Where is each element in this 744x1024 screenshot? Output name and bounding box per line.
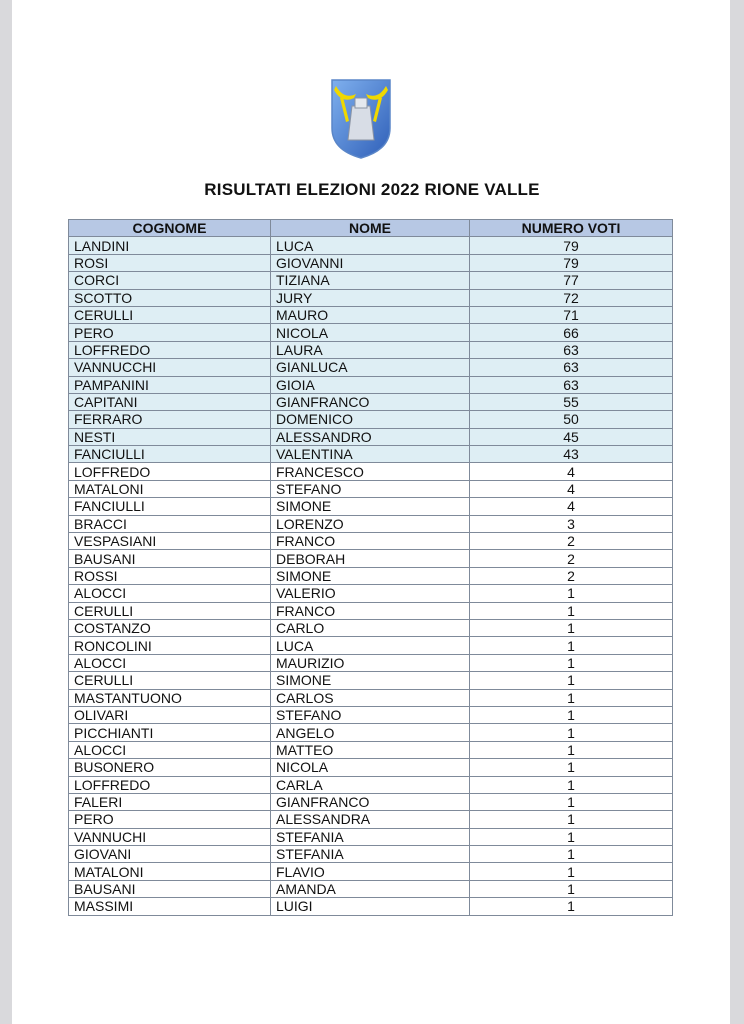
cell-nome: LUIGI — [271, 898, 470, 915]
cell-nome: FRANCO — [271, 533, 470, 550]
cell-votes: 72 — [470, 289, 673, 306]
cell-votes: 1 — [470, 654, 673, 671]
table-row — [69, 306, 673, 323]
cell-votes: 1 — [470, 706, 673, 723]
cell-nome: LAURA — [271, 341, 470, 358]
cell-cognome: ROSSI — [69, 567, 271, 584]
cell-votes: 79 — [470, 237, 673, 254]
cell-cognome: PICCHIANTI — [69, 724, 271, 741]
table-row — [69, 793, 673, 810]
table-row — [69, 376, 673, 393]
cell-votes: 2 — [470, 550, 673, 567]
cell-nome: LUCA — [271, 637, 470, 654]
cell-cognome: ROSI — [69, 254, 271, 271]
cell-nome: STEFANIA — [271, 846, 470, 863]
cell-votes: 1 — [470, 793, 673, 810]
table-row — [69, 341, 673, 358]
cell-nome: ANGELO — [271, 724, 470, 741]
table-row — [69, 689, 673, 706]
cell-votes: 1 — [470, 585, 673, 602]
cell-nome: STEFANO — [271, 480, 470, 497]
table-row — [69, 846, 673, 863]
cell-nome: NICOLA — [271, 324, 470, 341]
cell-nome: MAURO — [271, 306, 470, 323]
cell-nome: STEFANO — [271, 706, 470, 723]
cell-cognome: PERO — [69, 811, 271, 828]
table-row — [69, 272, 673, 289]
cell-votes: 1 — [470, 828, 673, 845]
cell-votes: 4 — [470, 498, 673, 515]
table-row — [69, 672, 673, 689]
cell-votes: 1 — [470, 776, 673, 793]
cell-votes: 66 — [470, 324, 673, 341]
cell-votes: 3 — [470, 515, 673, 532]
table-row — [69, 759, 673, 776]
cell-cognome: CERULLI — [69, 672, 271, 689]
cell-cognome: FANCIULLI — [69, 498, 271, 515]
cell-cognome: FANCIULLI — [69, 446, 271, 463]
table-row — [69, 637, 673, 654]
cell-nome: SIMONE — [271, 567, 470, 584]
cell-nome: MATTEO — [271, 741, 470, 758]
table-row — [69, 602, 673, 619]
cell-cognome: MATALONI — [69, 480, 271, 497]
cell-nome: FRANCESCO — [271, 463, 470, 480]
table-row — [69, 585, 673, 602]
cell-cognome: FALERI — [69, 793, 271, 810]
cell-cognome: CERULLI — [69, 306, 271, 323]
cell-cognome: BAUSANI — [69, 880, 271, 897]
table-row — [69, 724, 673, 741]
cell-cognome: MASTANTUONO — [69, 689, 271, 706]
table-row — [69, 463, 673, 480]
cell-cognome: FERRARO — [69, 411, 271, 428]
table-row — [69, 480, 673, 497]
cell-nome: GIANFRANCO — [271, 393, 470, 410]
table-row — [69, 567, 673, 584]
table-row — [69, 828, 673, 845]
cell-nome: GIANFRANCO — [271, 793, 470, 810]
cell-cognome: CORCI — [69, 272, 271, 289]
cell-cognome: RONCOLINI — [69, 637, 271, 654]
table-header-row — [69, 220, 673, 237]
cell-votes: 1 — [470, 863, 673, 880]
cell-nome: LUCA — [271, 237, 470, 254]
header-cognome: COGNOME — [69, 220, 271, 237]
table-row — [69, 619, 673, 636]
cell-cognome: VANNUCCHI — [69, 359, 271, 376]
table-row — [69, 654, 673, 671]
cell-nome: GIANLUCA — [271, 359, 470, 376]
cell-cognome: PAMPANINI — [69, 376, 271, 393]
header-nome: NOME — [271, 220, 470, 237]
header-numero-voti: NUMERO VOTI — [470, 220, 673, 237]
cell-nome: CARLO — [271, 619, 470, 636]
cell-nome: DEBORAH — [271, 550, 470, 567]
cell-votes: 1 — [470, 741, 673, 758]
table-row — [69, 533, 673, 550]
table-row — [69, 515, 673, 532]
cell-nome: AMANDA — [271, 880, 470, 897]
table-row — [69, 446, 673, 463]
table-row — [69, 411, 673, 428]
cell-cognome: BUSONERO — [69, 759, 271, 776]
cell-cognome: VESPASIANI — [69, 533, 271, 550]
cell-cognome: ALOCCI — [69, 585, 271, 602]
cell-nome: LORENZO — [271, 515, 470, 532]
cell-votes: 77 — [470, 272, 673, 289]
cell-votes: 63 — [470, 359, 673, 376]
cell-nome: TIZIANA — [271, 272, 470, 289]
cell-votes: 55 — [470, 393, 673, 410]
cell-cognome: LOFFREDO — [69, 463, 271, 480]
table-row — [69, 741, 673, 758]
cell-votes: 2 — [470, 533, 673, 550]
table-row — [69, 324, 673, 341]
cell-votes: 1 — [470, 672, 673, 689]
cell-votes: 1 — [470, 811, 673, 828]
coat-of-arms-icon — [330, 78, 392, 160]
cell-cognome: CERULLI — [69, 602, 271, 619]
cell-votes: 1 — [470, 689, 673, 706]
cell-votes: 63 — [470, 341, 673, 358]
cell-nome: JURY — [271, 289, 470, 306]
cell-nome: FRANCO — [271, 602, 470, 619]
results-table — [68, 219, 673, 916]
cell-cognome: LOFFREDO — [69, 776, 271, 793]
cell-cognome: SCOTTO — [69, 289, 271, 306]
cell-votes: 79 — [470, 254, 673, 271]
cell-votes: 4 — [470, 480, 673, 497]
table-row — [69, 776, 673, 793]
cell-votes: 4 — [470, 463, 673, 480]
cell-cognome: CAPITANI — [69, 393, 271, 410]
cell-nome: ALESSANDRA — [271, 811, 470, 828]
cell-cognome: BRACCI — [69, 515, 271, 532]
table-row — [69, 393, 673, 410]
cell-nome: VALENTINA — [271, 446, 470, 463]
cell-votes: 1 — [470, 637, 673, 654]
page-title: RISULTATI ELEZIONI 2022 RIONE VALLE — [204, 180, 540, 199]
table-row — [69, 863, 673, 880]
table-row — [69, 254, 673, 271]
cell-cognome: PERO — [69, 324, 271, 341]
cell-nome: MAURIZIO — [271, 654, 470, 671]
cell-votes: 1 — [470, 724, 673, 741]
cell-votes: 1 — [470, 619, 673, 636]
cell-cognome: MASSIMI — [69, 898, 271, 915]
cell-nome: SIMONE — [271, 498, 470, 515]
cell-cognome: GIOVANI — [69, 846, 271, 863]
cell-cognome: ALOCCI — [69, 654, 271, 671]
cell-nome: GIOIA — [271, 376, 470, 393]
table-row — [69, 898, 673, 915]
cell-cognome: COSTANZO — [69, 619, 271, 636]
cell-nome: CARLOS — [271, 689, 470, 706]
cell-votes: 2 — [470, 567, 673, 584]
cell-cognome: ALOCCI — [69, 741, 271, 758]
table-row — [69, 706, 673, 723]
cell-cognome: LOFFREDO — [69, 341, 271, 358]
cell-nome: FLAVIO — [271, 863, 470, 880]
cell-votes: 1 — [470, 880, 673, 897]
cell-cognome: NESTI — [69, 428, 271, 445]
table-row — [69, 289, 673, 306]
cell-cognome: BAUSANI — [69, 550, 271, 567]
table-row — [69, 811, 673, 828]
table-row — [69, 880, 673, 897]
cell-votes: 1 — [470, 602, 673, 619]
table-row — [69, 550, 673, 567]
table-row — [69, 237, 673, 254]
cell-votes: 71 — [470, 306, 673, 323]
cell-nome: DOMENICO — [271, 411, 470, 428]
cell-cognome: OLIVARI — [69, 706, 271, 723]
cell-nome: VALERIO — [271, 585, 470, 602]
cell-nome: STEFANIA — [271, 828, 470, 845]
cell-cognome: LANDINI — [69, 237, 271, 254]
cell-votes: 1 — [470, 759, 673, 776]
cell-votes: 43 — [470, 446, 673, 463]
table-row — [69, 428, 673, 445]
cell-votes: 1 — [470, 846, 673, 863]
cell-nome: NICOLA — [271, 759, 470, 776]
cell-cognome: VANNUCHI — [69, 828, 271, 845]
cell-votes: 63 — [470, 376, 673, 393]
table-row — [69, 359, 673, 376]
table-row — [69, 498, 673, 515]
cell-nome: CARLA — [271, 776, 470, 793]
cell-nome: GIOVANNI — [271, 254, 470, 271]
cell-nome: SIMONE — [271, 672, 470, 689]
cell-nome: ALESSANDRO — [271, 428, 470, 445]
cell-votes: 1 — [470, 898, 673, 915]
cell-votes: 45 — [470, 428, 673, 445]
cell-votes: 50 — [470, 411, 673, 428]
cell-cognome: MATALONI — [69, 863, 271, 880]
